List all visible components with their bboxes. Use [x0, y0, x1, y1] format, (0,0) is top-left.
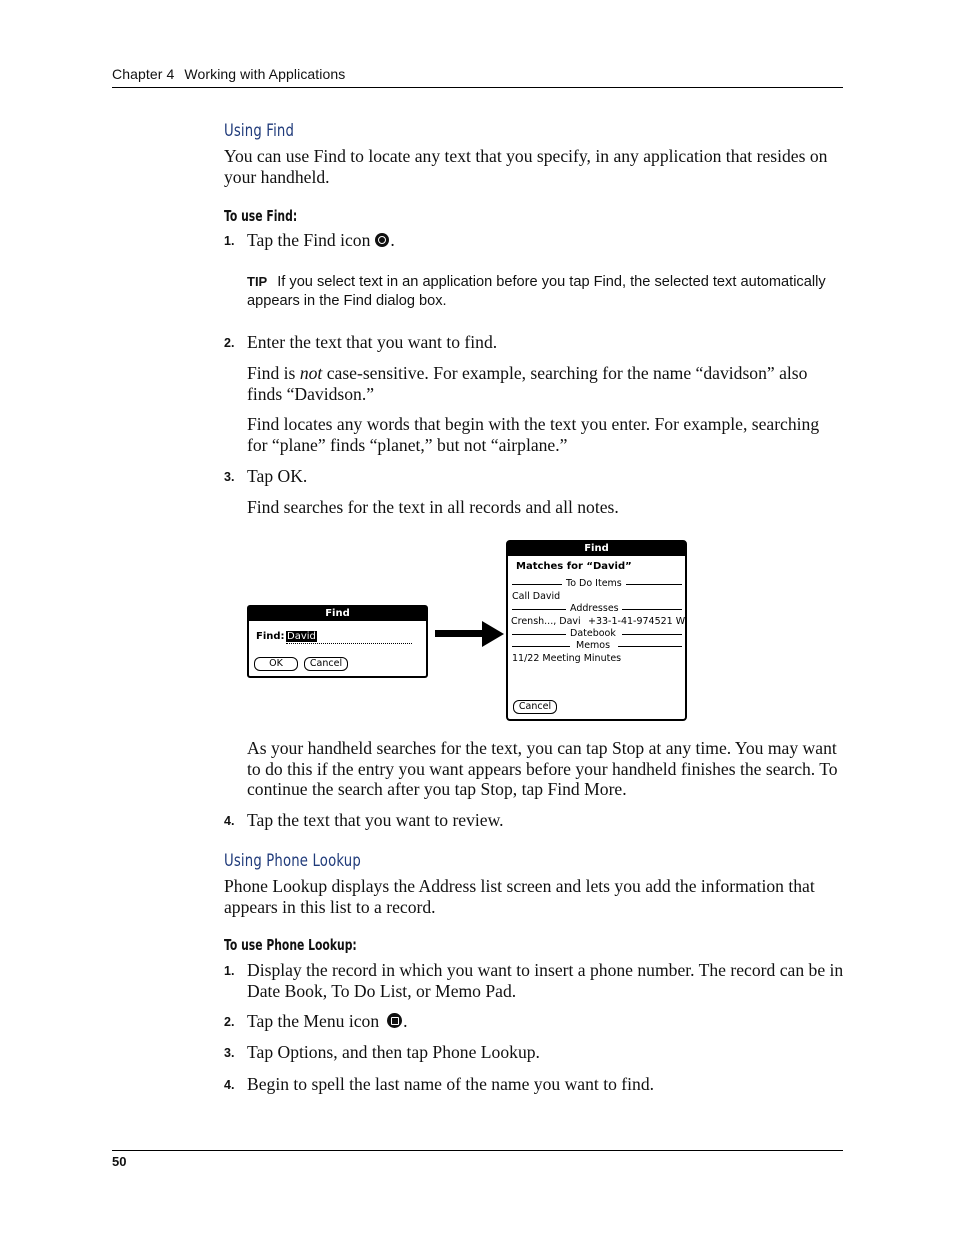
- dialog-title: Find: [249, 607, 426, 621]
- step-number: 2.: [224, 1015, 235, 1029]
- step1-text: Tap the Find icon: [247, 230, 371, 250]
- footer-rule: [112, 1150, 843, 1151]
- section-heading-phone-lookup: Using Phone Lookup: [224, 851, 361, 871]
- step-number: 1.: [224, 234, 235, 248]
- arrow-head-icon: [482, 621, 504, 647]
- step2-end: .: [403, 1011, 408, 1031]
- running-head: [112, 66, 345, 82]
- menu-icon: [387, 1013, 402, 1028]
- tip-label: TIP: [247, 274, 268, 289]
- word-begin-paragraph: Find locates any words that begin with the text you enter. For example, searching for “plane” finds “planet,” but not “airplane.”: [247, 414, 820, 455]
- step-number: 4.: [224, 814, 235, 828]
- stop-search-paragraph: As your handheld searches for the text, you can tap Stop at any time. You may want to do this if the entry you want appears before your handheld finishes the search. To continue the search after you tap Stop, tap Find More.: [247, 738, 838, 799]
- cancel-button[interactable]: Cancel: [304, 657, 348, 671]
- group-label: To Do Items: [566, 578, 622, 589]
- ok-button[interactable]: OK: [254, 657, 298, 671]
- step-text: Tap the text that you want to review.: [247, 810, 504, 830]
- case-sensitivity-paragraph: [247, 363, 844, 404]
- find-input-value[interactable]: [286, 631, 317, 642]
- tip-box: [247, 272, 843, 311]
- group-label: Memos: [576, 640, 611, 651]
- find-input-line: [286, 643, 412, 644]
- step-number: 4.: [224, 1078, 235, 1092]
- matches-heading: Matches for “David”: [516, 561, 632, 572]
- step-text: Tap Options, and then tap Phone Lookup.: [247, 1042, 540, 1062]
- group-divider: [512, 634, 566, 635]
- arrow-icon: [435, 630, 483, 637]
- phone-lookup-intro-paragraph: Phone Lookup displays the Address list screen and lets you add the information that appears in this list to a record.: [224, 876, 815, 917]
- selected-text: David: [287, 631, 316, 642]
- find-results-dialog: [506, 540, 687, 721]
- tip-text: If you select text in an application before you tap Find, the selected text automatically appears in the Find dialog box.: [247, 274, 826, 309]
- group-divider: [622, 634, 682, 635]
- contact-name: Crensh..., Davi: [511, 616, 581, 627]
- procedure-heading-phone-lookup: To use Phone Lookup:: [224, 936, 357, 954]
- group-divider: [512, 609, 566, 610]
- group-divider: [618, 646, 682, 647]
- step2-text: Tap the Menu icon: [247, 1011, 380, 1031]
- cancel-button[interactable]: Cancel: [513, 700, 557, 714]
- step-text: [247, 1011, 844, 1032]
- result-item[interactable]: 11/22 Meeting Minutes: [512, 653, 622, 664]
- step-text: Enter the text that you want to find.: [247, 332, 498, 352]
- section-heading-using-find: Using Find: [224, 121, 295, 141]
- find-icon: [375, 233, 389, 247]
- group-divider: [626, 584, 682, 585]
- search-scope-paragraph: Find searches for the text in all records and all notes.: [247, 497, 619, 517]
- step-number: 3.: [224, 470, 235, 484]
- page-number: 50: [112, 1154, 127, 1169]
- group-divider: [512, 646, 570, 647]
- step-text: Begin to spell the last name of the name you want to find.: [247, 1074, 655, 1094]
- step-text: Display the record in which you want to insert a phone number. The record can be in Date Book, To Do List, or Memo Pad.: [247, 960, 844, 1001]
- chapter-number: Chapter 4: [112, 66, 175, 82]
- group-divider: [512, 584, 562, 585]
- step-text: [247, 230, 844, 251]
- dialog-title: Find: [508, 542, 685, 556]
- result-item[interactable]: [511, 616, 581, 627]
- step-number: 3.: [224, 1046, 235, 1060]
- find-intro-paragraph: You can use Find to locate any text that you specify, in any application that resides on your handheld.: [224, 146, 828, 187]
- group-divider: [622, 609, 682, 610]
- step-text: Tap OK.: [247, 466, 308, 486]
- step1-end: .: [390, 230, 395, 250]
- group-label: Addresses: [570, 603, 619, 614]
- para-text: Find is: [247, 363, 296, 383]
- header-rule: [112, 87, 843, 88]
- step-number: 1.: [224, 964, 235, 978]
- contact-phone: +33-1-41-974521 W: [588, 616, 686, 627]
- find-label: Find:: [256, 631, 285, 642]
- chapter-title: Working with Applications: [184, 66, 346, 82]
- result-item[interactable]: Call David: [512, 591, 561, 602]
- step-number: 2.: [224, 336, 235, 350]
- emphasis: not: [299, 363, 323, 383]
- procedure-heading-find: To use Find:: [224, 207, 298, 225]
- find-dialog: [247, 605, 428, 678]
- group-label: Datebook: [570, 628, 616, 639]
- para-text: case-sensitive. For example, searching for the name “davidson” also finds “Davidson.”: [247, 363, 808, 404]
